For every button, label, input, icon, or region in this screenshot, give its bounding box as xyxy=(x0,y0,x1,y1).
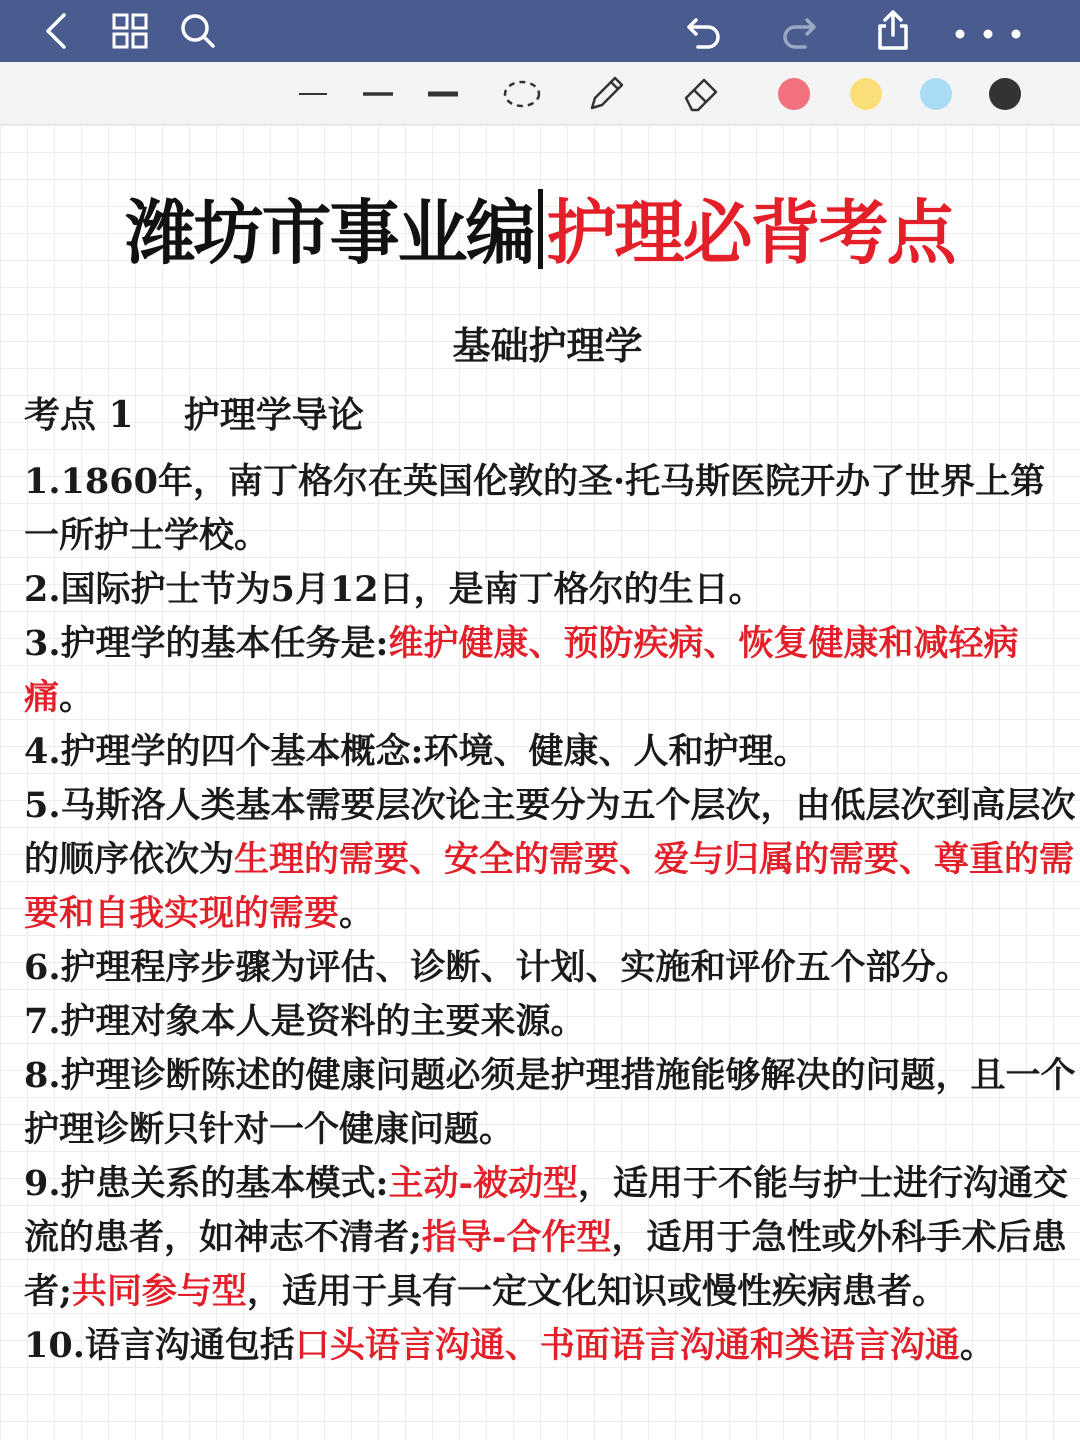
search-button[interactable] xyxy=(175,8,221,54)
item-text: 8.护理诊断陈述的健康问题必须是护理措施能够解决的问题，且一个护理诊断只针对一个健康问题。 xyxy=(24,1055,1076,1150)
highlight-text: 口头语言沟通、书面语言沟通和类语言沟通 xyxy=(294,1325,960,1366)
pen-tool[interactable] xyxy=(586,72,628,114)
note-page[interactable] xyxy=(0,125,1080,1440)
item-text: 。 xyxy=(959,1325,995,1366)
undo-icon xyxy=(682,8,728,54)
search-icon xyxy=(175,8,221,54)
list-item xyxy=(24,1157,1076,1319)
subtitle: 基础护理学 xyxy=(452,323,643,368)
item-text: ，适用于不能与护士进行沟通交流的患者，如神志不清者; xyxy=(24,1163,1069,1258)
medium-line-tool[interactable] xyxy=(362,86,394,102)
item-text: 。 xyxy=(339,893,375,934)
notes-content xyxy=(24,455,1076,1373)
eraser-tool[interactable] xyxy=(680,72,722,114)
color-swatch-yellow[interactable] xyxy=(850,78,882,110)
section-heading: 考点 1 护理学导论 xyxy=(24,394,364,436)
item-text: 1.1860年，南丁格尔在英国伦敦的圣·托马斯医院开办了世界上第一所护士学校。 xyxy=(24,461,1046,556)
item-text: 3.护理学的基本任务是: xyxy=(24,623,389,664)
back-button[interactable] xyxy=(34,8,80,54)
list-item xyxy=(24,725,1076,779)
color-swatch-pink[interactable] xyxy=(778,78,810,110)
undo-button[interactable] xyxy=(682,8,728,54)
list-item xyxy=(24,563,1076,617)
redo-icon xyxy=(775,8,821,54)
share-button[interactable] xyxy=(870,8,916,54)
pen-icon xyxy=(586,72,628,114)
list-item xyxy=(24,617,1076,725)
redo-button[interactable] xyxy=(775,8,821,54)
item-text: 4.护理学的四个基本概念:环境、健康、人和护理。 xyxy=(24,731,809,772)
thick-line-icon xyxy=(427,86,459,102)
grid-view-button[interactable] xyxy=(107,8,153,54)
title-red-part: 护理必背考点 xyxy=(546,191,955,274)
list-item xyxy=(24,779,1076,941)
item-text: ，适用于急性或外科手术后患者; xyxy=(24,1217,1067,1312)
title-black-part: 潍坊市事业编 xyxy=(125,191,534,274)
color-swatch-black[interactable] xyxy=(989,78,1021,110)
list-item xyxy=(24,995,1076,1049)
item-text: 2.国际护士节为5月12日，是南丁格尔的生日。 xyxy=(24,569,764,610)
more-horizontal-icon xyxy=(950,8,1030,54)
eraser-icon xyxy=(680,72,722,114)
thin-line-tool[interactable] xyxy=(298,86,328,102)
item-text: 。 xyxy=(59,677,95,718)
list-item xyxy=(24,1049,1076,1157)
item-text: ，适用于具有一定文化知识或慢性疾病患者。 xyxy=(246,1271,947,1312)
lasso-icon xyxy=(502,77,542,113)
highlight-text: 维护健康、预防疾病、恢复健康和减轻病痛 xyxy=(24,623,1019,718)
thick-line-tool[interactable] xyxy=(427,86,459,102)
page-title xyxy=(0,177,1080,278)
item-text: 5.马斯洛人类基本需要层次论主要分为五个层次，由低层次到高层次的顺序依次为 xyxy=(24,785,1076,880)
list-item xyxy=(24,941,1076,995)
top-navigation-bar xyxy=(0,0,1080,62)
lasso-tool[interactable] xyxy=(502,77,542,113)
list-item xyxy=(24,1319,1076,1373)
chevron-left-icon xyxy=(34,8,80,54)
medium-line-icon xyxy=(362,86,394,102)
drawing-toolbar xyxy=(0,62,1080,125)
more-button[interactable] xyxy=(950,8,1030,54)
highlight-text: 生理的需要、安全的需要、爱与归属的需要、尊重的需要和自我实现的需要 xyxy=(24,839,1075,934)
thin-line-icon xyxy=(298,86,328,102)
title-separator xyxy=(538,189,543,269)
highlight-text: 共同参与型 xyxy=(71,1271,247,1312)
grid-icon xyxy=(107,8,153,54)
list-item xyxy=(24,455,1076,563)
highlight-text: 主动-被动型 xyxy=(388,1163,578,1204)
item-text: 7.护理对象本人是资料的主要来源。 xyxy=(24,1001,586,1042)
highlight-text: 指导-合作型 xyxy=(421,1217,612,1258)
color-swatch-blue[interactable] xyxy=(920,78,952,110)
share-icon xyxy=(870,8,916,54)
item-text: 6.护理程序步骤为评估、诊断、计划、实施和评价五个部分。 xyxy=(24,947,971,988)
item-text: 10.语言沟通包括 xyxy=(24,1325,295,1366)
item-text: 9.护患关系的基本模式: xyxy=(24,1163,389,1204)
